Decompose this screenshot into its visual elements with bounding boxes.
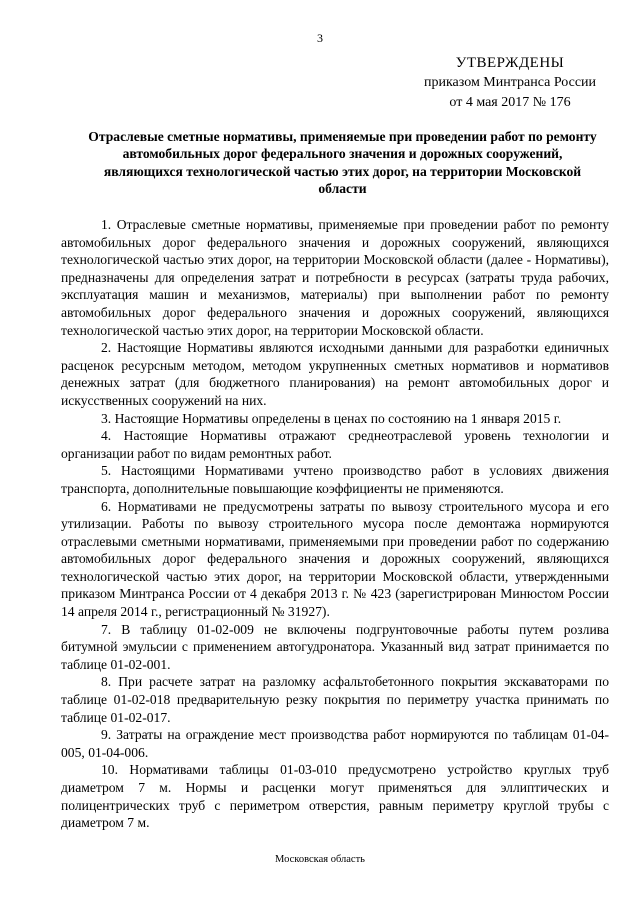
paragraph-1: 1. Отраслевые сметные нормативы, применяемые при проведении работ по ремонту автомобильных дорог федерального значения и дорожных сооружений, являющихся технологической частью этих дорог, на территории Московской области (далее - Нормативы), предназначены для определения затрат и потребности в ресурсах (затраты труда рабочих, эксплуатация машин и механизмов, материалы) при выполнении работ по ремонту автомобильных дорог федерального значения и дорожных сооружений, являющихся технологической частью этих дорог, на территории Московской области. — [61, 217, 609, 338]
paragraph-7: 7. В таблицу 01-02-009 не включены подгрунтовочные работы путем розлива битумной эмульсии с применением автогудронатора. Указанный вид затрат принимается по таблице 01-02-001. — [61, 621, 609, 672]
paragraph-6: 6. Нормативами не предусмотрены затраты по вывозу строительного мусора и его утилизации. Работы по вывозу строительного мусора после демонтажа нормируются отраслевыми сметными нормативами, применяемыми при проведении работ по содержанию автомобильных дорог федерального значения и дорожных сооружений, являющихся технологической частью этих дорог, на территории Московской области, утвержденными приказом Минтранса России от 4 декабря 2013 г. № 423 (зарегистрирован Минюстом России 14 апреля 2014 г., регистрационный № 31927). — [61, 498, 609, 620]
paragraph-8: 8. При расчете затрат на разломку асфальтобетонного покрытия экскаваторами по таблице 01-02-018 предварительную резку покрытия по периметру участка принимать по таблице 01-02-017. — [61, 674, 609, 725]
paragraph-9: 9. Затраты на ограждение мест производства работ нормируются по таблицам 01-04-005, 01-04-006. — [61, 727, 609, 760]
approval-date-line: от 4 мая 2017 № 176 — [449, 95, 571, 110]
document-title: Отраслевые сметные нормативы, применяемые при проведении работ по ремонту автомобильных дорог федерального значения и дорожных сооружений, являющихся технологической частью этих дорог, на территории Московской области — [88, 129, 597, 197]
paragraph-5: 5. Настоящими Нормативами учтено производство работ в условиях движения транспорта, дополнительные повышающие коэффициенты не применяются. — [61, 463, 609, 496]
document-body — [61, 216, 609, 832]
paragraph-2: 2. Настоящие Нормативы являются исходными данными для разработки единичных расценок ресурсным методом, методом укрупненных сметных нормативов и нормативов денежных затрат (для бюджетного планирования) на ремонт автомобильных дорог и искусственных сооружений на них. — [61, 340, 609, 408]
approval-block — [420, 53, 600, 113]
paragraph-3: 3. Настоящие Нормативы определены в ценах по состоянию на 1 января 2015 г. — [101, 410, 562, 426]
page-number: 3 — [317, 31, 323, 45]
paragraph-4: 4. Настоящие Нормативы отражают среднеотраслевой уровень технологии и организации работ по видам ремонтных работ. — [61, 428, 609, 461]
page-footer: Московская область — [275, 854, 365, 865]
approval-title: УТВЕРЖДЕНЫ — [455, 55, 565, 71]
paragraph-10: 10. Нормативами таблицы 01-03-010 предусмотрено устройство круглых труб диаметром 7 м. Нормы и расценки могут применяться для эллиптических и полицентрических труб с периметром отверстия, равным периметру круглой трубы с диаметром 7 м. — [61, 762, 609, 831]
approval-order-line: приказом Минтранса России — [423, 75, 597, 90]
